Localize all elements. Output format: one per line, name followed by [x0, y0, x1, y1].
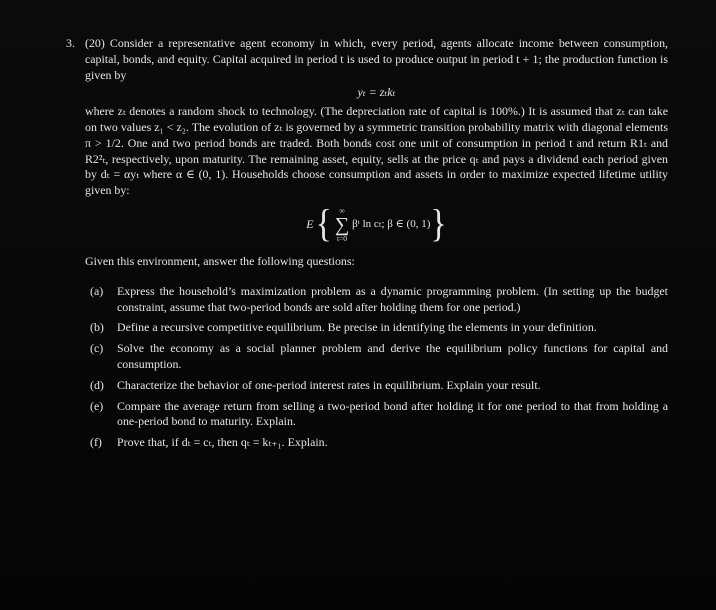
given-statement: Given this environment, answer the following questions:: [85, 253, 355, 268]
brace-open: {: [315, 203, 332, 246]
problem-3: [66, 36, 668, 456]
question-parts: [85, 284, 668, 451]
part-label: (a): [90, 283, 104, 298]
part-label: (b): [90, 320, 104, 335]
problem-header: [66, 36, 668, 456]
utility-terms: βᵗ ln cₜ; β ∈ (0, 1): [352, 218, 431, 231]
part-text: Solve the economy as a social planner problem and derive the equilibrium policy functions for capital and consumption.: [117, 341, 668, 371]
problem-body: [85, 36, 668, 456]
part-label: (d): [90, 377, 104, 392]
part-label: (c): [90, 341, 104, 356]
brace-close: }: [430, 203, 447, 246]
part-text: Prove that, if dₜ = cₜ, then qₜ = kₜ₊₁. Explain.: [117, 435, 328, 450]
part-text: Compare the average return from selling a two-period bond after holding it for one period to that from holding a one-period bond to maturity. Explain.: [117, 398, 668, 429]
part-text: Express the household’s maximization problem as a dynamic programming problem. (In setting up the budget constraint, assume that two-period bonds are sold after holding them for one period.): [117, 283, 668, 314]
summation: [335, 207, 349, 243]
utility-equation: [85, 202, 668, 248]
question-part-b: [85, 320, 668, 336]
question-part-d: [85, 378, 668, 394]
part-label: (f): [90, 435, 102, 450]
question-part-f: [85, 435, 668, 451]
sum-lower-limit: t=0: [336, 233, 348, 243]
problem-intro: (20) Consider a representative agent economy in which, every period, agents allocate income between consumption, capital, bonds, and equity. Capital acquired in period t is used to produce output in period t + 1; the production function is given by: [85, 36, 668, 82]
production-function-equation: yₜ = zₜkₜ: [357, 85, 396, 100]
part-label: (e): [90, 398, 104, 413]
question-part-a: [85, 284, 668, 316]
problem-number: 3.: [66, 36, 75, 50]
sum-upper-limit: ∞: [339, 205, 345, 215]
problem-assumptions: where zₜ denotes a random shock to technology. (The depreciation rate of capital is 100%.) It is assumed that zₜ can take on two values z₁ < z₂. The evolution of zₜ is governed by a symmetric transition probability matrix with diagonal elements π > 1/2. One and two period bonds are traded. Both bonds cost one unit of consumption in period t and return R1ₜ and R2²ₜ, respectively, upon maturity. The remaining asset, equity, sells at the price qₜ and pays a dividend each period given by dₜ = αyₜ where α ∈ (0, 1). Households choose consumption and assets in order to maximize expected lifetime utility given by:: [85, 104, 668, 198]
part-text: Define a recursive competitive equilibrium. Be precise in identifying the elements in your definition.: [117, 320, 597, 335]
question-part-c: [85, 341, 668, 373]
part-text: Characterize the behavior of one-period interest rates in equilibrium. Explain your result.: [117, 377, 541, 392]
sum-symbol: ∑: [334, 213, 350, 236]
question-part-e: [85, 399, 668, 431]
expectation-operator: E: [306, 217, 314, 232]
